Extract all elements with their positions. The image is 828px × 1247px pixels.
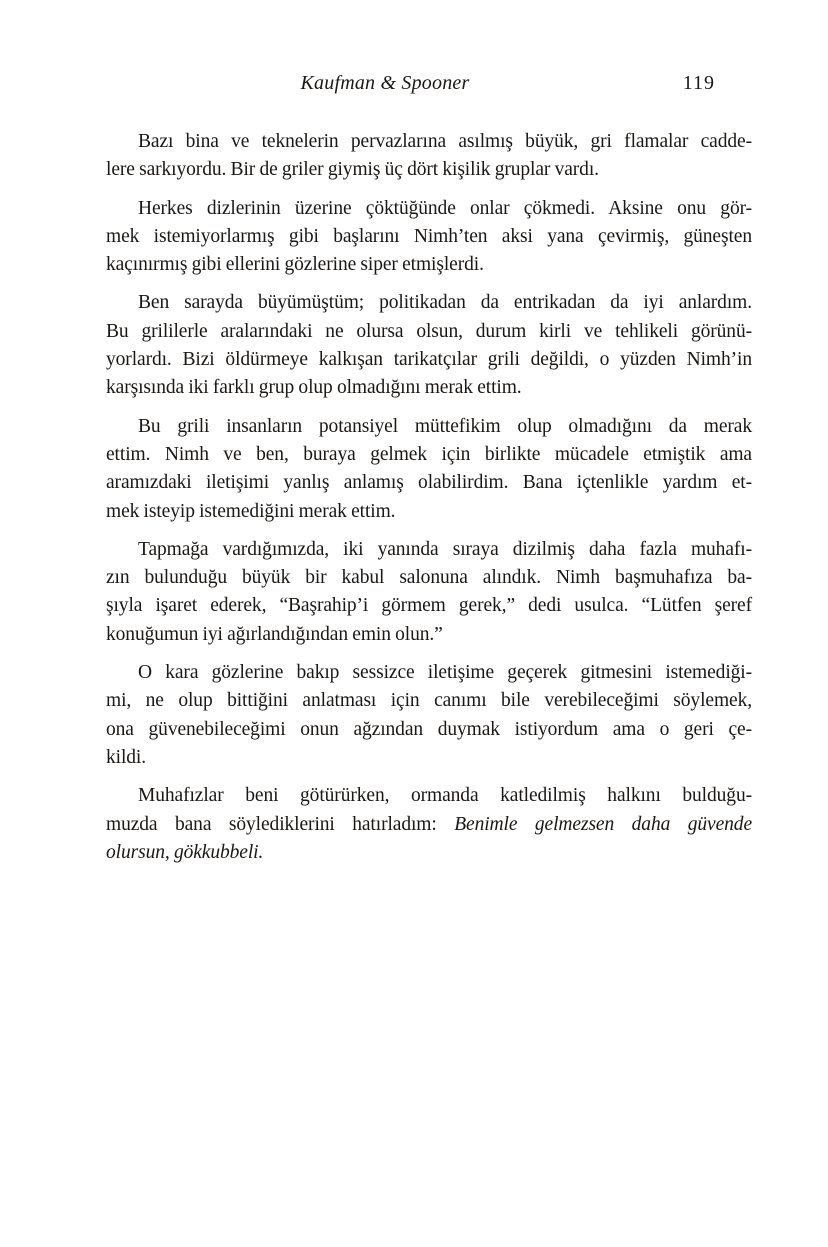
text-run: ona güvenebileceğimi onun ağzından duymak istiyordum ama o geri çe-: [106, 718, 752, 740]
text-line: [106, 536, 752, 564]
text-run: O kara gözlerine bakıp sessizce iletişime geçerek gitmesini istemediği-: [138, 662, 752, 684]
running-header: [106, 70, 752, 98]
text-run: Tapmağa vardığımızda, iki yanında sıraya dizilmiş daha fazla muhafı-: [138, 538, 752, 560]
text-run: mek istemiyorlarmış gibi başlarını Nimh’ten aksi yana çevirmiş, güneşten: [106, 225, 752, 247]
text-run: aramızdaki iletişimi yanlış anlamış olabilirdim. Bana içtenlikle yardım et-: [106, 472, 752, 494]
text-run: ettim. Nimh ve ben, buraya gelmek için birlikte mücadele etmiştik ama: [106, 443, 752, 465]
text-line: [106, 744, 752, 772]
text-line: [106, 374, 752, 402]
text-run: şıyla işaret ederek, “Başrahip’i görmem gerek,” dedi usulca. “Lütfen şeref: [106, 595, 752, 617]
paragraph: [106, 782, 752, 867]
text-run: yorlardı. Bizi öldürmeye kalkışan tarikatçılar grili değildi, o yüzden Nimh’in: [106, 349, 752, 371]
text-line: [106, 621, 752, 649]
header-title: Kaufman & Spooner: [300, 72, 470, 94]
text-line: [106, 811, 752, 839]
text-line: [106, 659, 752, 687]
text-run: kaçınırmış gibi ellerini gözlerine siper etmişlerdi.: [106, 254, 484, 276]
text-line: [106, 469, 752, 497]
text-line: [106, 716, 752, 744]
text-line: [106, 223, 752, 251]
paragraph: [106, 128, 752, 185]
text-line: [106, 498, 752, 526]
text-line: [106, 782, 752, 810]
text-line: [106, 251, 752, 279]
text-line: [106, 289, 752, 317]
paragraph: [106, 289, 752, 402]
text-run: Muhafızlar beni götürürken, ormanda katledilmiş halkını bulduğu-: [138, 785, 752, 807]
text-run: mi, ne olup bittiğini anlatması için canımı bile verebileceğimi söylemek,: [106, 690, 752, 712]
italic-text-run: Benimle gelmezsen daha güvende: [454, 813, 753, 835]
paragraph: [106, 195, 752, 280]
text-line: [106, 441, 752, 469]
text-line: [106, 128, 752, 156]
paragraph: [106, 536, 752, 649]
text-line: [106, 413, 752, 441]
text-run: karşısında iki farklı grup olup olmadığını merak ettim.: [106, 377, 522, 399]
text-run: kildi.: [106, 746, 147, 768]
text-line: [106, 839, 752, 867]
text-line: [106, 687, 752, 715]
text-run: muzda bana söylediklerini hatırladım:: [106, 813, 455, 835]
text-run: konuğumun iyi ağırlandığından emin olun.”: [106, 623, 443, 645]
text-run: zın bulunduğu büyük bir kabul salonuna alındık. Nimh başmuhafıza ba-: [106, 567, 752, 589]
italic-text-run: olursun, gökkubbeli.: [106, 841, 264, 863]
paragraph: [106, 413, 752, 526]
text-run: mek isteyip istemediğini merak ettim.: [106, 500, 396, 522]
text-run: Bazı bina ve teknelerin pervazlarına asılmış büyük, gri flamalar cadde-: [138, 131, 752, 152]
paragraph: [106, 659, 752, 772]
text-line: [106, 346, 752, 374]
text-line: [106, 156, 752, 184]
text-line: [106, 195, 752, 223]
text-run: lere sarkıyordu. Bir de griler giymiş üç dört kişilik gruplar vardı.: [106, 159, 599, 181]
text-run: Herkes dizlerinin üzerine çöktüğünde onlar çökmedi. Aksine onu gör-: [138, 197, 752, 219]
text-run: Ben sarayda büyümüştüm; politikadan da entrikadan da iyi anlardım.: [138, 292, 752, 314]
text-run: Bu grili insanların potansiyel müttefikim olup olmadığını da merak: [138, 415, 752, 437]
page-number: 119: [682, 72, 715, 94]
text-run: Bu grililerle aralarındaki ne olursa olsun, durum kirli ve tehlikeli görünü-: [106, 320, 752, 342]
text-line: [106, 564, 752, 592]
text-line: [106, 592, 752, 620]
text-line: [106, 318, 752, 346]
body-text: [106, 128, 752, 877]
